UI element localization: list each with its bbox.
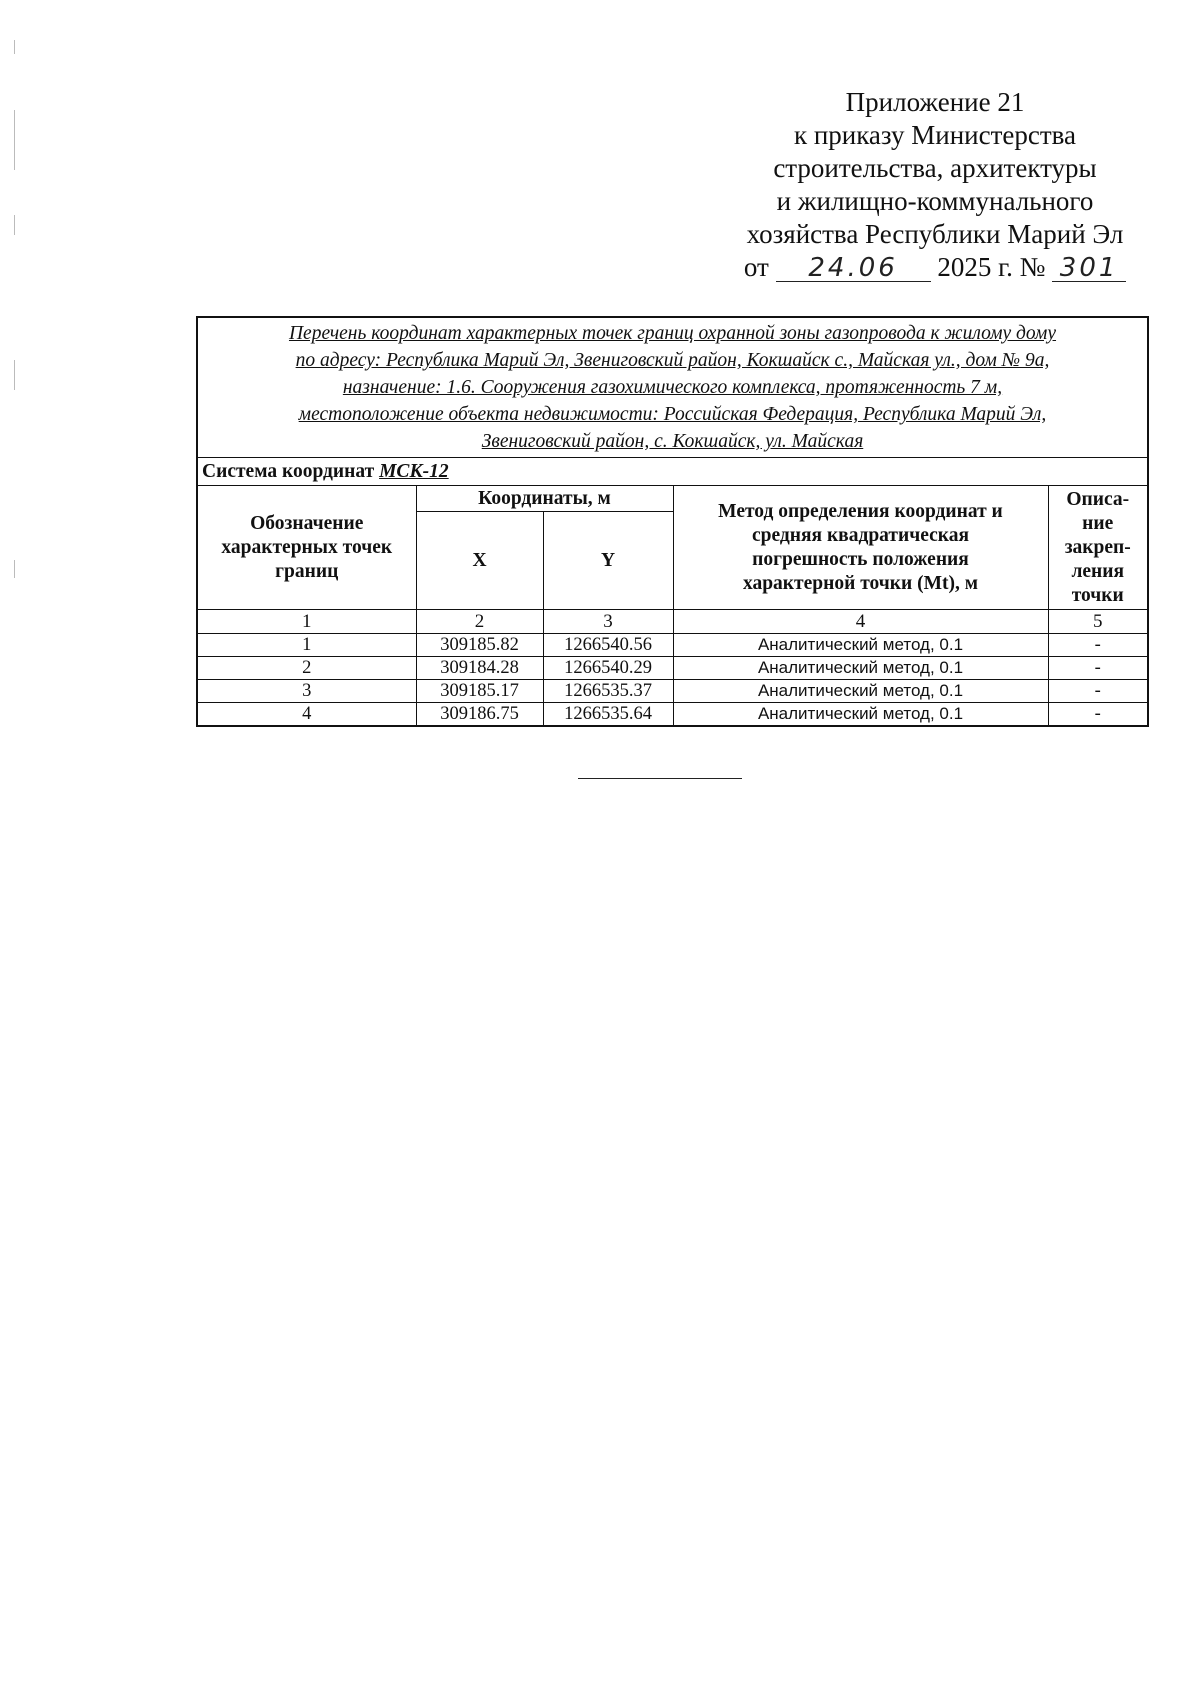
end-of-document-rule [578,778,742,779]
method-value: Аналитический метод, 0.1 [673,703,1048,727]
description-value: - [1048,634,1148,657]
y-value: 1266535.64 [543,703,673,727]
handwritten-date: 24.06 [776,255,931,282]
description-value: - [1048,703,1148,727]
scan-artifact [14,215,15,235]
header-line: строительства, архитектуры [773,153,1097,183]
header-text: характерной точки (Mt), м [742,572,979,594]
point-number: 1 [197,634,416,657]
header-text: закреп- [1064,536,1131,558]
method-value: Аналитический метод, 0.1 [673,657,1048,680]
x-value: 309186.75 [416,703,543,727]
table-title-line: по адресу: Республика Марий Эл, Звениговский район, Кокшайск с., Майская ул., дом № 9а, [295,350,1050,371]
coordinate-system-value: МСК-12 [379,460,449,482]
header-designation [197,486,416,610]
header-line: к приказу Министерства [793,120,1077,150]
header-text: Обозначение [250,512,364,534]
date-prefix: от [743,252,769,282]
header-text: средняя квадратическая [751,524,970,546]
table-row [197,703,1148,727]
description-value: - [1048,657,1148,680]
point-number: 3 [197,680,416,703]
y-value: 1266535.37 [543,680,673,703]
method-value: Аналитический метод, 0.1 [673,680,1048,703]
header-y: Y [543,512,673,610]
x-value: 309185.82 [416,634,543,657]
coordinate-system [197,458,1148,486]
table-title [197,317,1148,458]
column-index: 4 [673,610,1048,634]
table-title-line: Звениговский район, с. Кокшайск, ул. Майская [481,431,864,452]
table-row [197,657,1148,680]
table-row [197,634,1148,657]
year-text: 2025 г. № [937,252,1046,282]
column-index: 1 [197,610,416,634]
header-description [1048,486,1148,610]
x-value: 309184.28 [416,657,543,680]
header-method [673,486,1048,610]
scan-artifact [14,360,15,390]
appendix-header [690,86,1180,284]
table-title-line: местоположение объекта недвижимости: Российская Федерация, Республика Марий Эл, [298,404,1047,425]
method-value: Аналитический метод, 0.1 [673,634,1048,657]
header-line: Приложение 21 [845,87,1025,117]
scan-artifact [14,110,15,170]
coordinates-table [196,316,1149,727]
column-index-row [197,610,1148,634]
table-row [197,680,1148,703]
order-date-line [690,251,1180,284]
header-line: и жилищно-коммунального [776,186,1094,216]
scan-artifact [14,560,15,578]
header-text: ние [1082,512,1114,534]
description-value: - [1048,680,1148,703]
table-title-line: назначение: 1.6. Сооружения газохимического комплекса, протяженность 7 м, [342,377,1003,398]
column-index: 3 [543,610,673,634]
header-text: границ [275,560,339,582]
header-line: хозяйства Республики Марий Эл [746,219,1124,249]
y-value: 1266540.56 [543,634,673,657]
header-text: характерных точек [221,536,393,558]
header-coordinates: Координаты, м [416,486,673,512]
y-value: 1266540.29 [543,657,673,680]
header-text: погрешность положения [752,548,969,570]
coordinate-system-label: Система координат [202,460,375,482]
point-number: 4 [197,703,416,727]
header-x: X [416,512,543,610]
point-number: 2 [197,657,416,680]
header-text: Описа- [1066,488,1130,510]
header-text: ления [1071,560,1125,582]
x-value: 309185.17 [416,680,543,703]
column-index: 2 [416,610,543,634]
table-title-line: Перечень координат характерных точек границ охранной зоны газопровода к жилому дому [288,323,1057,344]
header-text: точки [1071,584,1124,606]
handwritten-order-number: 301 [1052,255,1126,282]
column-index: 5 [1048,610,1148,634]
header-text: Метод определения координат и [718,500,1003,522]
scan-artifact [14,40,15,54]
